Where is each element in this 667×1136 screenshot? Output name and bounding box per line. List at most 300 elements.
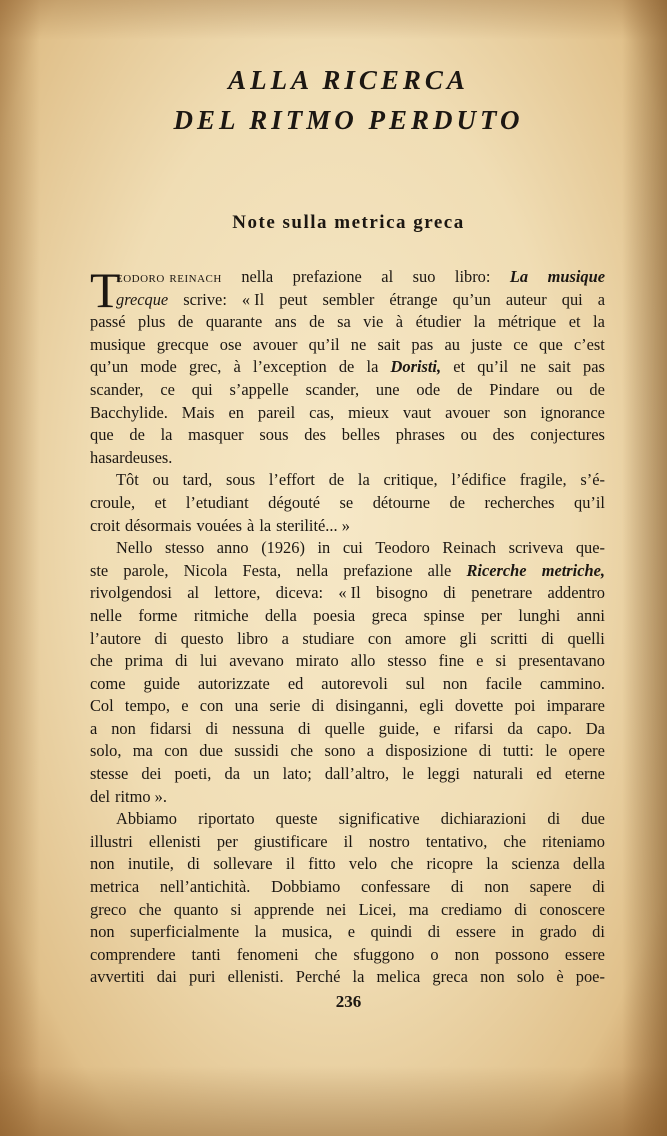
word: à (233, 357, 241, 377)
word: libro (237, 628, 269, 648)
word: le (402, 764, 415, 784)
word: l’etudiant (185, 492, 249, 512)
word: que (539, 334, 563, 354)
word: disinganni, (335, 696, 409, 716)
word: non (484, 877, 509, 897)
word: metrica (90, 877, 140, 897)
word: vouées (196, 515, 243, 535)
text-line (90, 537, 605, 560)
word: sussidi (234, 741, 279, 761)
text-line (90, 379, 605, 402)
word: non (90, 854, 115, 874)
word: nessuna (232, 718, 285, 738)
word: della (573, 854, 605, 874)
word: Tôt (116, 470, 139, 490)
text-line (90, 921, 605, 944)
word: allo (350, 651, 376, 671)
word: libro: (454, 267, 491, 286)
word: non (442, 673, 468, 693)
word: non (480, 967, 505, 987)
word: autorizzate (197, 673, 270, 693)
word: ed (287, 673, 304, 693)
word: da (507, 718, 523, 738)
word: de (338, 357, 355, 377)
word: se (339, 492, 354, 512)
word: in (511, 922, 525, 942)
word: hasardeuses. (90, 447, 173, 467)
word: una (234, 696, 259, 716)
word: s’é- (580, 470, 605, 490)
word: bisogno (375, 583, 428, 603)
word: sfuggono (353, 944, 415, 964)
word: serie (269, 696, 301, 716)
word: nella (296, 560, 329, 580)
word: solo (516, 967, 545, 987)
text-line (90, 356, 605, 379)
word: studiare (302, 628, 355, 648)
word: dégouté (268, 492, 321, 512)
text-line (90, 289, 605, 312)
text-line (90, 899, 605, 922)
word: quindi (370, 922, 413, 942)
word: per (216, 831, 238, 851)
word: conoscere (539, 899, 605, 919)
word: significative (338, 809, 420, 829)
word: ose (219, 334, 242, 354)
word: naturali (473, 764, 524, 784)
word: diceva: (275, 583, 324, 603)
word: puri (189, 967, 216, 987)
word: di (547, 809, 561, 829)
word: o (430, 944, 439, 964)
word: « Il (241, 289, 265, 309)
word: scriveva (508, 538, 564, 558)
word: de (309, 312, 325, 332)
word: di (514, 899, 528, 919)
word: leggi (427, 764, 460, 784)
word: ou (152, 470, 169, 490)
word: mieux (348, 402, 390, 422)
word: al (187, 583, 200, 603)
word: melica (376, 967, 421, 987)
text-line (90, 492, 605, 515)
word: la (352, 967, 365, 987)
word: a (366, 741, 375, 761)
word: la (259, 515, 272, 535)
word: scrive: (183, 289, 227, 309)
word: non (90, 922, 115, 942)
word: juste (471, 334, 503, 354)
word: il (343, 831, 353, 851)
word: amore (405, 628, 446, 648)
word: la (366, 357, 379, 377)
word: addentro (547, 583, 605, 603)
word: lui (199, 651, 218, 671)
word: sono (324, 741, 356, 761)
text-line (90, 515, 605, 538)
word: e (181, 696, 189, 716)
word: di (592, 922, 605, 942)
word: Doristi, (390, 357, 442, 377)
word: greca (432, 967, 468, 987)
word: de (449, 492, 465, 512)
word: stesse (90, 764, 129, 784)
word: prefazione (343, 560, 413, 580)
drop-cap: T (90, 262, 121, 318)
word: presentavano (518, 651, 605, 671)
word: à (247, 515, 255, 535)
word: scritti (490, 628, 528, 648)
text-line (90, 424, 605, 447)
word: guide (143, 673, 180, 693)
word: fine (438, 651, 465, 671)
word: et (154, 492, 167, 512)
word: superficialmente (129, 922, 240, 942)
word: grado (539, 922, 577, 942)
word: Nicola (183, 560, 228, 580)
word: qui (191, 379, 213, 399)
word: di (187, 854, 200, 874)
word: di (443, 583, 456, 603)
word: masquer (188, 425, 244, 445)
word: con (164, 741, 188, 761)
word: anni (576, 605, 605, 625)
word: sterilité... » (276, 515, 350, 535)
word: che (90, 651, 113, 671)
word: des (492, 425, 515, 445)
word: à (395, 312, 404, 332)
word: avvertiti (90, 967, 145, 987)
word: nelle (90, 605, 122, 625)
word: (1926) (261, 538, 305, 558)
word: due (581, 809, 605, 829)
text-line (90, 944, 605, 967)
word: che (503, 831, 527, 851)
word: ans (274, 312, 297, 332)
word: con (199, 696, 224, 716)
word: Col (90, 696, 114, 716)
word: al (381, 267, 394, 286)
word: cas, (309, 402, 335, 422)
word: velo (348, 854, 378, 874)
page-edge-shade-top (0, 0, 667, 40)
word: que- (575, 538, 605, 558)
word: gli (459, 628, 477, 648)
word: Teodoro (375, 538, 430, 558)
text-line (90, 786, 605, 809)
word: a (281, 628, 289, 648)
word: disposizione (385, 741, 468, 761)
word: imparare (546, 696, 605, 716)
word: pareil (257, 402, 296, 422)
word: l’exception (252, 357, 327, 377)
word: Reinach (442, 538, 497, 558)
word: la (473, 312, 486, 332)
word: che (314, 944, 338, 964)
word: fidarsi (149, 718, 192, 738)
word: croule, (90, 492, 136, 512)
word: a (90, 718, 98, 738)
word: ou (460, 425, 477, 445)
word: sollevare (213, 854, 273, 874)
word: mode (140, 357, 177, 377)
word: lato; (282, 764, 312, 784)
word: di (298, 718, 311, 738)
word: riportato (198, 809, 255, 829)
text-line (90, 718, 605, 741)
word: apprende (253, 899, 314, 919)
body-text (90, 262, 605, 989)
word: et (453, 357, 466, 377)
word: Festa, (242, 560, 282, 580)
word: Mais (181, 402, 215, 422)
word: sous (259, 425, 289, 445)
word: di (205, 718, 219, 738)
text-line (90, 966, 605, 989)
word: a (597, 289, 605, 309)
word: poi (514, 696, 536, 716)
word: peut (279, 289, 308, 309)
word: ode (416, 379, 441, 399)
word: Perché (295, 967, 341, 987)
word: nell’antichità. (159, 877, 251, 897)
word: poesia (313, 605, 356, 625)
word: poe- (575, 967, 605, 987)
word: plus (138, 312, 166, 332)
word: lunghi (518, 605, 561, 625)
word: ritmo ». (115, 786, 167, 806)
word: greca (371, 605, 408, 625)
word: di (154, 628, 168, 648)
word: e (476, 651, 484, 671)
word: qu’il (308, 334, 340, 354)
word: une (375, 379, 400, 399)
word: l’autore (90, 628, 141, 648)
text-line (90, 628, 605, 651)
word: riteniamo (542, 831, 605, 851)
word: tard, (182, 470, 213, 490)
word: rifarsi (454, 718, 494, 738)
word: quelle (324, 718, 365, 738)
word: e (433, 718, 441, 738)
word: tutti: (502, 741, 534, 761)
word: ritmiche (193, 605, 249, 625)
word: anno (216, 538, 249, 558)
word: avouer (445, 402, 490, 422)
word: au (444, 334, 460, 354)
word: Pindare (489, 379, 540, 399)
word: prefazione (292, 267, 362, 286)
word: autorevoli (321, 673, 388, 693)
word: di (478, 741, 492, 761)
word: di (427, 922, 441, 942)
word: queste (275, 809, 318, 829)
text-line (90, 560, 605, 583)
word: ed (536, 764, 552, 784)
word: metriche, (541, 560, 605, 580)
word: del (90, 786, 111, 806)
word: facile (485, 673, 522, 693)
word: c’est (573, 334, 605, 354)
word: Da (585, 718, 605, 738)
word: dei (141, 764, 162, 784)
word: vie (363, 312, 384, 332)
word: croit (90, 515, 121, 535)
word: vaut (402, 402, 432, 422)
word: la (254, 922, 267, 942)
word: dichiarazioni (440, 809, 527, 829)
word: sait (377, 334, 401, 354)
text-line (90, 763, 605, 786)
word: pas (411, 334, 434, 354)
word: étudier (415, 312, 462, 332)
word: quarante (205, 312, 263, 332)
word: fitto (308, 854, 336, 874)
word: ellenisti (148, 831, 201, 851)
word: « Il (338, 583, 361, 603)
word: spinse (423, 605, 465, 625)
chapter-subtitle: Note sulla metrica greca (232, 212, 465, 233)
text-line (90, 650, 605, 673)
word: de (177, 312, 194, 332)
word: passé (90, 312, 126, 332)
word: scander, (305, 379, 360, 399)
word: grecque (116, 289, 169, 309)
word: sait (548, 357, 571, 377)
word: nella (241, 267, 274, 286)
word: critique, (383, 470, 438, 490)
word: avouer (252, 334, 298, 354)
word: belles (341, 425, 380, 445)
word: eodoro reinach (116, 267, 222, 286)
word: questo (180, 628, 224, 648)
word: l’édifice (451, 470, 507, 490)
word: grecque (156, 334, 209, 354)
word: è (556, 967, 564, 987)
word: fenomeni (236, 944, 299, 964)
text-line (90, 876, 605, 899)
word: stesso (387, 651, 427, 671)
text-line (90, 740, 605, 763)
word: ellenisti. (227, 967, 284, 987)
word: di (450, 877, 464, 897)
word: si (495, 651, 507, 671)
word: la (160, 425, 173, 445)
word: suo (412, 267, 436, 286)
text-line (90, 447, 605, 470)
word: con (367, 628, 392, 648)
word: che (390, 854, 414, 874)
word: solo, (90, 741, 122, 761)
word: giustificare (253, 831, 328, 851)
word: quelli (567, 628, 605, 648)
word: de (129, 425, 145, 445)
word: de (589, 379, 605, 399)
word: qui (561, 289, 583, 309)
word: ne (350, 334, 367, 354)
word: di (175, 651, 188, 671)
word: da (224, 764, 241, 784)
text-line (90, 605, 605, 628)
word: il (285, 854, 295, 874)
word: ce (160, 379, 175, 399)
chapter-title-line-2: DEL RITMO PERDUTO (173, 105, 524, 135)
word: mirato (295, 651, 339, 671)
word: e (347, 922, 356, 942)
word: per (481, 605, 502, 625)
word: eterne (564, 764, 605, 784)
word: métrique (497, 312, 557, 332)
word: capo. (536, 718, 572, 738)
word: poeti, (174, 764, 212, 784)
text-line (90, 311, 605, 334)
word: nostro (368, 831, 410, 851)
word: quanto (173, 899, 219, 919)
word: sous (225, 470, 256, 490)
word: cammino. (539, 673, 605, 693)
word: opere (568, 741, 605, 761)
text-line (90, 334, 605, 357)
word: son (503, 402, 527, 422)
word: Dobbiamo (271, 877, 341, 897)
word: Nello (116, 538, 153, 558)
word: cui (342, 538, 363, 558)
word: egli (419, 696, 444, 716)
word: la (357, 470, 370, 490)
word: musique (90, 334, 146, 354)
word: ma (132, 741, 153, 761)
word: di (592, 877, 605, 897)
word: scander, (90, 379, 144, 399)
page-number: 236 (335, 992, 362, 1011)
word: musica, (281, 922, 333, 942)
word: désormais (125, 515, 192, 535)
word: si (230, 899, 242, 919)
word: alle (427, 560, 452, 580)
word: de (328, 470, 345, 490)
text-line (90, 469, 605, 492)
word: di (311, 696, 325, 716)
word: de (456, 379, 473, 399)
word: forme (138, 605, 178, 625)
word: dall’altro, (324, 764, 390, 784)
word: la (593, 312, 605, 332)
word: qu’il (477, 357, 509, 377)
word: sa (337, 312, 351, 332)
word: due (199, 741, 223, 761)
word: qu’un (90, 357, 129, 377)
word: la (486, 854, 499, 874)
word: lettore, (214, 583, 261, 603)
word: tentativo, (425, 831, 488, 851)
word: greco (90, 899, 127, 919)
text-line (90, 831, 605, 854)
word: che (290, 741, 314, 761)
word: qu’un (452, 289, 491, 309)
word: dai (156, 967, 177, 987)
word: grec, (189, 357, 222, 377)
word: étrange (389, 289, 438, 309)
word: conjectures (530, 425, 605, 445)
word: que (90, 425, 114, 445)
word: tanti (191, 944, 221, 964)
word: avevano (229, 651, 284, 671)
word: pas (583, 357, 605, 377)
word: inutile, (127, 854, 174, 874)
word: di (541, 628, 554, 648)
word: scienza (511, 854, 560, 874)
word: Abbiamo (116, 809, 178, 829)
